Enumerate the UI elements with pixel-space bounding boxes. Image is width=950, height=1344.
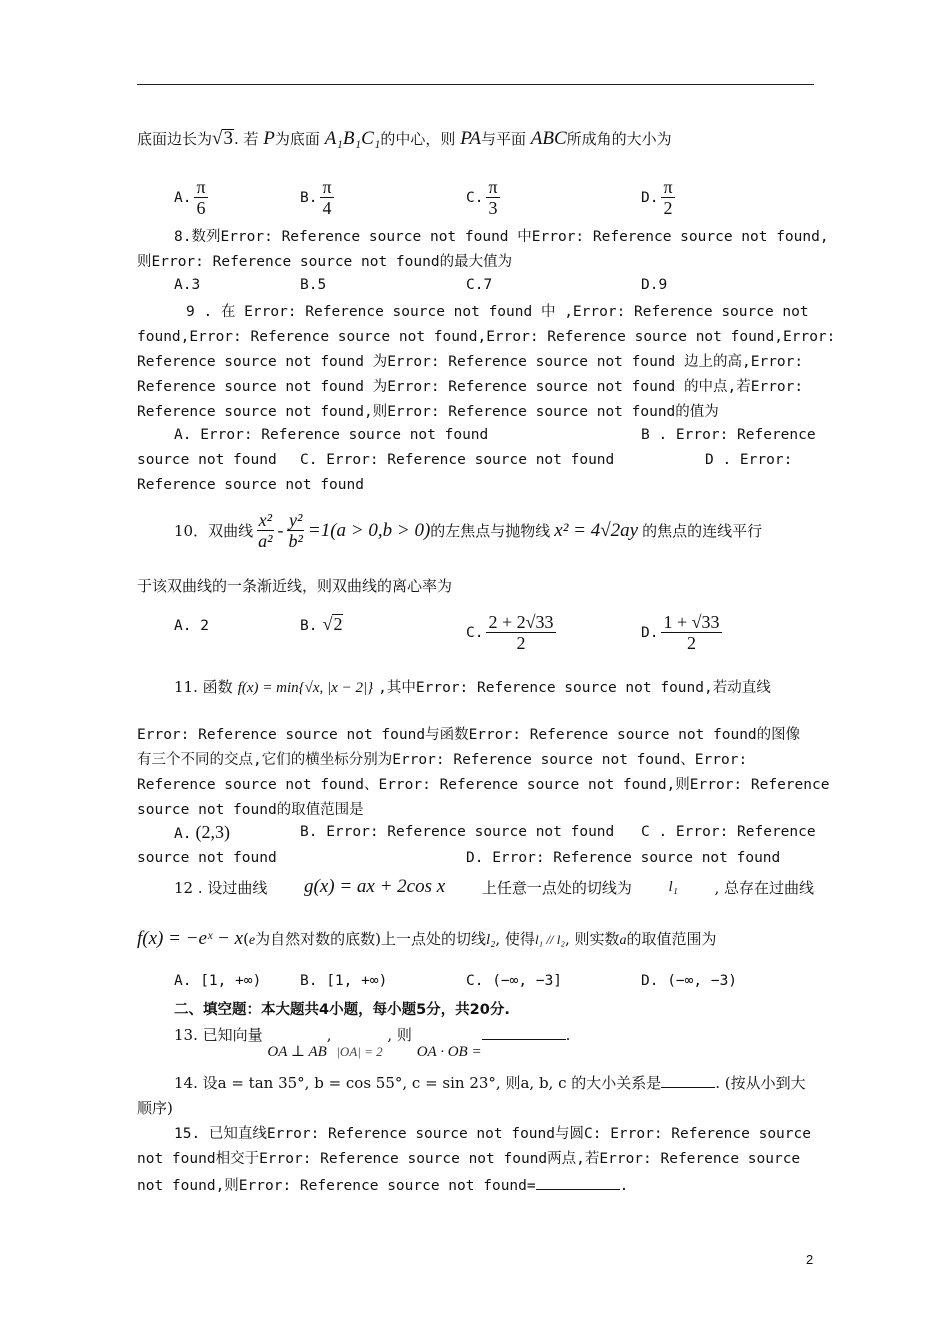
q9-option-d: D . Error:: [705, 452, 793, 468]
q7-option-a: A. $\frac{\pi}{6}$: [174, 177, 206, 218]
q8-option-c: C.7: [466, 277, 493, 293]
q14-line-2: 顺序): [137, 1099, 173, 1117]
q14-stem: 14. 设a = tan 35°, b = cos 55°, c = sin 23°, 则a, b, c 的大小关系是 . (按从小到大: [174, 1074, 806, 1092]
q14-answer-blank: [661, 1087, 715, 1088]
q8-line-2: 则Error: Reference source not found的最大值为: [137, 254, 513, 270]
q7-option-b: B. $\frac{\pi}{4}$: [300, 177, 332, 218]
q15-line-3: not found,则Error: Reference source not found= .: [137, 1178, 629, 1194]
q9-line-3: Reference source not found 为Error: Reference source not found 边上的高,Error:: [137, 354, 804, 370]
q9-option-b: B . Error: Reference: [641, 427, 816, 443]
q8-option-d: D.9: [641, 277, 668, 293]
q7-stem: 底面边长为√3. 若 P为底面 A₁B₁C₁的中心，则 PA与平面 ABC所成角的大小为: [137, 128, 672, 149]
q9-line-2: found,Error: Reference source not found,Error: Reference source not found,Error:: [137, 329, 836, 345]
q9-option-d-cont: Reference source not found: [137, 477, 364, 493]
q7-option-d: D. $\frac{\pi}{2}$: [641, 177, 673, 218]
q10-line-2: 于该双曲线的一条渐近线，则双曲线的离心率为: [137, 577, 453, 595]
q9-line-5: Reference source not found,则Error: Reference source not found的值为: [137, 404, 719, 420]
q15-line-2: not found相交于Error: Reference source not found两点,若Error: Reference source: [137, 1151, 801, 1167]
q11-option-b: B. Error: Reference source not found: [300, 824, 615, 840]
q12-option-d: D. (−∞, −3): [641, 973, 738, 989]
q13-stem: 13. 已知向量 OA ⊥ AB, |OA| = 2 , 则 OA · OB =.: [174, 1026, 571, 1060]
q9-option-a: A. Error: Reference source not found: [174, 427, 489, 443]
q12-stem-2: f(x) = −eˣ − x(e为自然对数的底数)上一点处的切线l₂, 使得l₁ // l₂, 则实数a的取值范围为: [137, 928, 717, 949]
q11-option-c-cont: source not found: [137, 850, 277, 866]
q11-option-d: D. Error: Reference source not found: [466, 850, 781, 866]
q10-option-c: C. $\frac{2 + 2√33}{2}$: [466, 612, 554, 653]
q12-option-b: B. [1, +∞): [300, 973, 388, 989]
q8-option-b: B.5: [300, 277, 327, 293]
q8-option-a: A.3: [174, 277, 201, 293]
q9-option-c: C. Error: Reference source not found: [300, 452, 615, 468]
q11-line-4: source not found的取值范围是: [137, 802, 364, 818]
q11-option-c: C . Error: Reference: [641, 824, 816, 840]
q11-line-1: Error: Reference source not found与函数Error: Reference source not found的图像: [137, 727, 801, 743]
section-2-heading: 二、填空题：本大题共4小题，每小题5分，共20分.: [174, 1002, 510, 1018]
q10-stem: 10．双曲线 $\frac{\text{x²}}{\text{a²}}$ - $\frac{\text{y²}}{\text{b²}}$ =1(a > 0,b > 0) 的左焦点与抛物线 x² = 4√2ay 的焦点的连线平行: [174, 510, 763, 551]
q12-stem-1: 12 . 设过曲线 g(x) = ax + 2cos x 上任意一点处的切线为 l₁ , 总存在过曲线: [174, 876, 814, 897]
q15-line-1: 15. 已知直线Error: Reference source not found与圆C: Error: Reference source: [174, 1126, 811, 1142]
q13-answer-blank: [482, 1039, 566, 1040]
q8-line-1: 8.数列Error: Reference source not found 中Error: Reference source not found,: [174, 229, 829, 245]
q15-answer-blank: [536, 1189, 620, 1190]
q11-option-a: A. (2,3): [174, 822, 230, 842]
q12-option-c: C. (−∞, −3]: [466, 973, 563, 989]
q10-option-b: B. √2: [300, 614, 343, 634]
q7-option-c: C. $\frac{\pi}{3}$: [466, 177, 498, 218]
q11-stem: 11. 函数 f(x) = min{√x, |x − 2|} ,其中Error: Reference source not found,若动直线: [174, 678, 771, 696]
header-rule: [137, 84, 814, 85]
q11-line-2: 有三个不同的交点,它们的横坐标分别为Error: Reference source not found、Error:: [137, 752, 748, 768]
q9-option-b-cont: source not found: [137, 452, 277, 468]
q10-option-d: D. $\frac{1 + √33}{2}$: [641, 612, 720, 653]
q11-line-3: Reference source not found、Error: Reference source not found,则Error: Reference: [137, 777, 830, 793]
q9-line-1: 9 . 在 Error: Reference source not found 中 ,Error: Reference source not: [186, 304, 809, 320]
q12-option-a: A. [1, +∞): [174, 973, 262, 989]
q9-line-4: Reference source not found 为Error: Reference source not found 的中点,若Error:: [137, 379, 804, 395]
q10-option-a: A. 2: [174, 618, 209, 634]
page-number: 2: [806, 1252, 814, 1267]
